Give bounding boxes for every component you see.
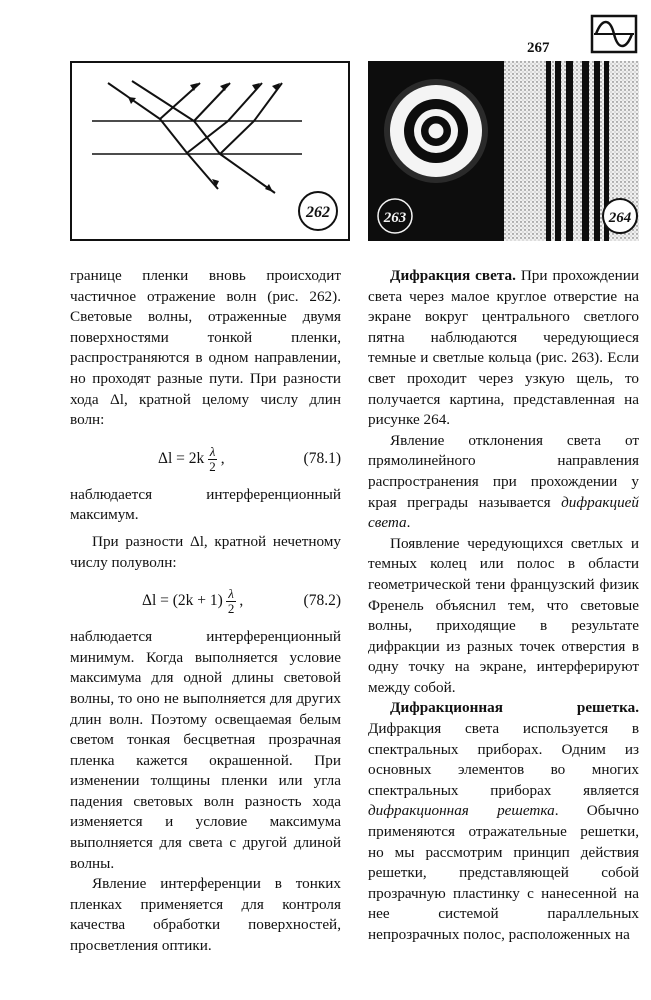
paragraph <box>368 431 639 534</box>
formula-expression <box>142 587 243 616</box>
paragraph-text: . Обычно применяются отражательные решетки, но мы рассмотрим принцип действия решетки, представляющей собой прозрачную пластинку с нанесенной на нее системой параллельных непрозрачных полос, расположенных на <box>368 802 640 943</box>
paragraph: границе пленки вновь происходит частичное отражение волн (рис. 262). Световые волны, отраженные двумя поверхностями тонкой пленки, распространяются в одном направлении, но проходят разные пути. При разности хода Δl, кратной целому числу длин волн: <box>70 267 341 429</box>
figure-264-slit-fringes <box>504 61 639 241</box>
left-column <box>70 266 341 957</box>
equation-number: (78.2) <box>303 592 341 610</box>
figure-262-label: 262 <box>306 204 330 221</box>
formula-tail: , <box>239 592 244 610</box>
right-column <box>368 266 639 946</box>
equation-number: (78.1) <box>303 449 341 467</box>
formula-lhs: Δl = 2k <box>158 449 205 467</box>
paragraph-text: При прохождении света через малое круглое отверстие на экране вокруг центрального светлого пятна наблюдаются чередующиеся темные и светлые кольца (рис. 263). Если свет проходит через узкую щель, то получается картина, представленная на рисунке 264. <box>368 267 639 429</box>
section-heading: Дифракция света. <box>390 267 516 284</box>
wave-section-icon <box>590 14 638 54</box>
fraction <box>226 587 237 616</box>
figure-264-label: 264 <box>608 210 632 226</box>
formula-78-2 <box>70 573 341 627</box>
paragraph: Явление интерференции в тонких пленках применяется для контроля качества обработки поверхностей, просветления оптики. <box>70 875 341 955</box>
paragraph <box>368 266 639 431</box>
fraction-denominator: 2 <box>209 458 216 474</box>
fraction-numerator: λ <box>209 443 216 459</box>
figure-263-label: 263 <box>383 210 407 226</box>
section-heading: Дифракционная решетка. <box>390 699 639 717</box>
formula-tail: , <box>220 449 225 467</box>
fraction-numerator: λ <box>228 586 234 602</box>
paragraph: наблюдается интерференционный минимум. Когда выполняется условие максимума для одной длины световой волны, то оно не выполняется для других длин волн. Поэтому освещаемая белым светом тонкая бесцветная прозрачная пленка кажется окрашенной. При изменении толщины пленки или угла падения световых волн разность хода изменяется и условие максимума выполняется для света с другой длиной волны. <box>70 628 341 872</box>
fraction-denominator: 2 <box>227 601 235 617</box>
paragraph: При разности Δl, кратной нечетному числу полуволн: <box>70 532 341 571</box>
paragraph-text: . <box>406 514 411 532</box>
formula-expression <box>158 445 225 474</box>
page-number: 267 <box>527 40 550 56</box>
paragraph: Появление чередующихся светлых и темных колец или полос в области геометрической тени французский физик Френель объяснил тем, что световые волны, приходящие в результате дифракции из разных точек отверстия в одну точку на экране, интерферируют между собой. <box>368 534 639 696</box>
formula-78-1 <box>70 431 341 485</box>
formula-lhs: Δl = (2k + 1) <box>142 592 223 610</box>
figure-262-thin-film <box>70 61 350 241</box>
term: дифракционная решетка <box>368 802 555 820</box>
paragraph-text: Явление отклонения света от прямолинейного направления распространения при прохождении у края преграды называется <box>368 431 639 511</box>
paragraph-text: Дифракция света используется в спектральных приборах. Одним из основных элементов во многих спектральных приборах является <box>368 720 639 799</box>
term: дифракцией света <box>368 493 639 532</box>
fraction <box>207 445 218 474</box>
paragraph <box>368 698 639 945</box>
figure-263-diffraction-rings <box>368 61 504 241</box>
paragraph: наблюдается интерференционный максимум. <box>70 485 341 524</box>
